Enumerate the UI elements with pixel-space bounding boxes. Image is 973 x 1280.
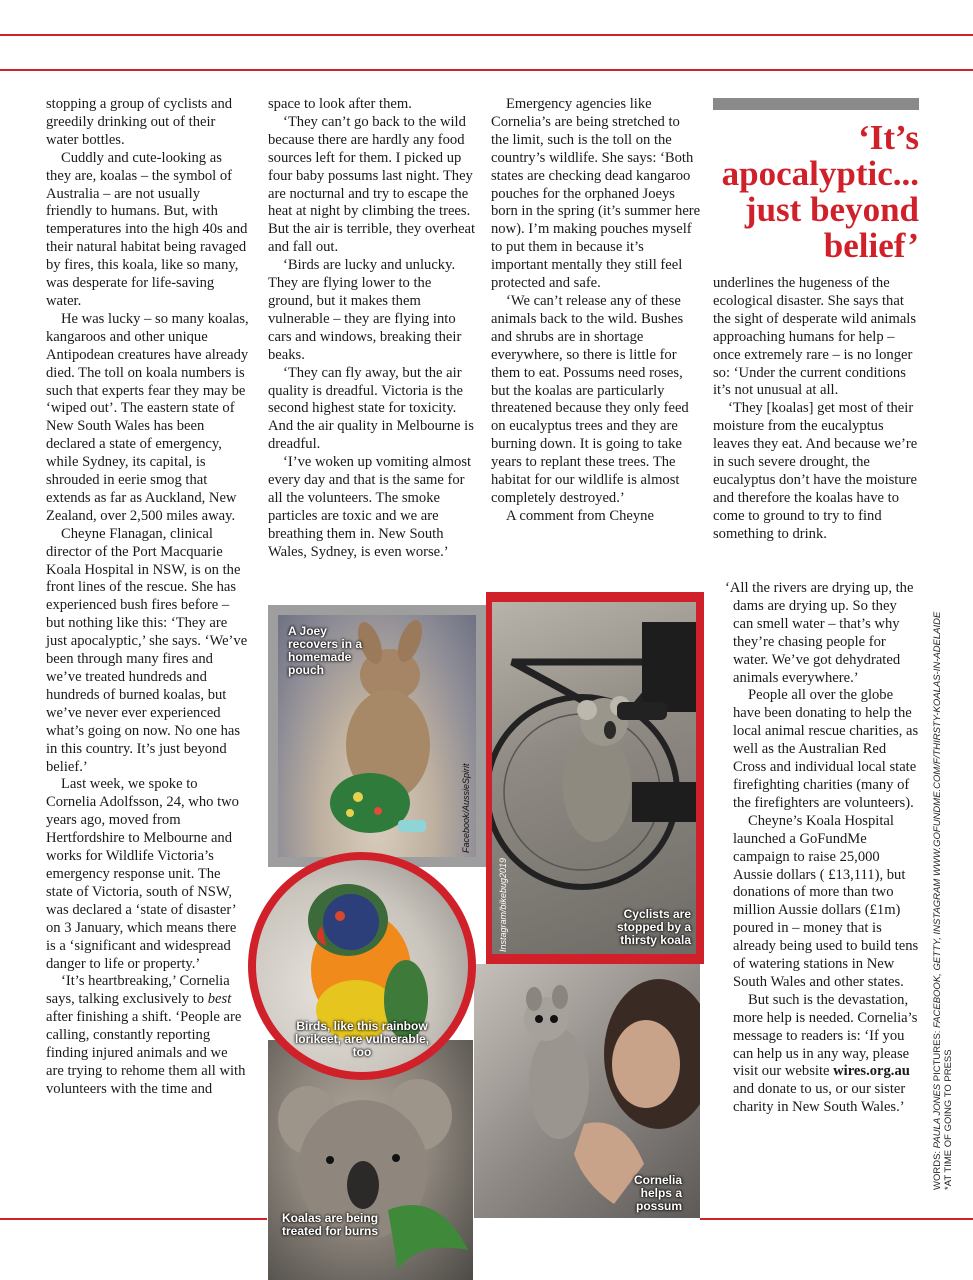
paragraph: ‘It’s heartbreaking,’ Cornelia says, talking exclusively to best after finishing a shift. ‘People are calling, constantly reporting finding injured animals and we are trying to rehome them all with volunteers with the time and [46,973,246,1097]
paragraph: underlines the hugeness of the ecological disaster. She says that the sight of desperate wild animals approaching humans for help – once extremely rare – is no longer so: ‘Under the current conditions it’s not unusual at all. [713,275,917,399]
paragraph: ‘They can fly away, but the air quality is dreadful. Victoria is the second highest state for toxicity. And the air quality in Melbourne is dreadful. [268,364,474,453]
article-column-4-mid [725,580,919,1117]
article-column-1 [46,96,249,1099]
paragraph: ‘I’ve woken up vomiting almost every day and that is the same for all the volunteers. The smoke particles are toxic and we are breathing them in. New South Wales, Sydney, is even worse.’ [268,454,472,560]
photo-credit-cyclists: Instagram/bikebug2019 [498,857,508,952]
paragraph: He was lucky – so many koalas, kangaroos and other unique Antipodean creatures have already died. The toll on koala numbers is such that experts fear they may be ‘wiped out’. The eastern state of New South Wales has been declared a state of emergency, while Sydney, its capital, is shrouded in eerie smog that extends as far as Auckland, New Zealand, over 2,500 miles away. [46,310,249,524]
page-credits-line-2: *AT TIME OF GOING TO PRESS [943,1049,954,1190]
photo-cyclists-image [492,602,696,954]
paragraph: stopping a group of cyclists and greedily drinking out of their water bottles. [46,96,233,148]
article-column-3 [491,96,701,526]
photo-bird [248,852,476,1080]
top-rule-1 [0,34,973,36]
paragraph: ‘All the rivers are drying up, the dams are drying up. So they can smell water – that’s why they’re chasing people for water. We’ve got dehydrated animals everywhere.’ [725,580,914,686]
photo-cyclists [486,592,704,964]
top-rule-2 [0,69,973,71]
caption-koala: Koalas are being treated for burns [282,1211,379,1238]
paragraph: ‘We can’t release any of these animals back to the wild. Bushes and shrubs are in shortage everywhere, so there is little for them to eat. Possums need roses, but the koalas are particularly threatened because they only feed on eucalyptus trees and they are burning down. It is going to take years to replant these trees. The habitat for our wildlife is almost completely destroyed.’ [491,292,689,506]
photo-credit-joey: Facebook/AussieSpirit [461,763,471,853]
paragraph: People all over the globe have been donating to help the local animal rescue charities, as well as the Australian Red Cross and individual local state firefighting charities (many of the firefighters are volunteers). [733,687,919,811]
photo-joey [268,605,486,867]
article-column-4-top [713,275,921,544]
paragraph: A comment from Cheyne [506,507,654,524]
caption-possum: Cornelia helps a possum [633,1173,682,1213]
paragraph: ‘Birds are lucky and unlucky. They are flying lower to the ground, but it makes them vulnerable – they are flying into cars and windows, breaking their beaks. [268,257,462,363]
website-link[interactable]: wires.org.au [833,1063,910,1080]
caption-joey: A Joey recovers in a homemade pouch [288,624,363,677]
page-credits-line-1: WORDS: PAULA JONES PICTURES: FACEBOOK, GETTY, INSTAGRAM WWW.GOFUNDME.COM/F/THIRSTY-KOALAS-IN-ADELAIDE [932,611,943,1190]
paragraph: Emergency agencies like Cornelia’s are being stretched to the limit, such is the toll on the country’s wildlife. She says: ‘Both states are checking dead kangaroo pouches for the orphaned Joeys born in the spring (it’s summer here now). I’m making pouches myself to put them in because it’s important mentally they still feel protected and safe. [491,96,701,292]
photo-possum [474,964,700,1218]
cyclist-koala-illustration [492,602,696,954]
pull-quote-headline: ‘It’s apocalyptic... just beyond belief’ [721,118,919,265]
paragraph: Cheyne Flanagan, clinical director of the Port Macquarie Koala Hospital in NSW, is on the front lines of the rescue. She has experienced bush fires before – but nothing like this: ‘They are just apocalyptic,’ she says. ‘We’ve been through many fires and we’ve treated hundreds and hundreds of burned koalas, but we’ve never ever experienced what’s going on now. No one has in this country. It’s just beyond belief.’ [46,525,248,775]
page-credits [932,612,954,1190]
paragraph: Cheyne’s Koala Hospital launched a GoFundMe campaign to raise 25,000 Aussie dollars ( £13,111), but donations of more than two million Aussie dollars (£1m) poured in – money that is already being used to build tens of watering stations in New South Wales and other states. [733,812,919,990]
article-column-2 [268,96,476,562]
paragraph: Cuddly and cute-looking as they are, koalas – the symbol of Australia – are not usually friendly to humans. But, with temperatures into the high 40s and their natural habitat being ravaged by fires, this koala, like so many, was desperate for life-saving water. [46,149,248,309]
paragraph: Last week, we spoke to Cornelia Adolfsson, 24, who two years ago, moved from Hertfordshire to Melbourne and works for Wildlife Victoria’s emergency response unit. The state of Victoria, south of NSW, was declared a ‘state of disaster’ on 3 January, which means there is a ‘significant and widespread danger to life or property.’ [46,776,239,972]
paragraph: space to look after them. [268,96,412,112]
bottom-rule-right [700,1218,973,1220]
paragraph: ‘They can’t go back to the wild because there are hardly any food sources left for them. I picked up four baby possums last night. They are nocturnal and try to escape the heat at night by climbing the trees. But the air is terrible, they overheat and fall out. [268,113,476,256]
paragraph: ‘They [koalas] get most of their moisture from the eucalyptus leaves they eat. And because we’re in such severe drought, the eucalyptus don’t have the moisture and therefore the koalas have to come to ground to try to find something to drink. [713,400,918,542]
paragraph: But such is the devastation, more help is needed. Cornelia’s message to readers is: ‘If you can help us in any way, please visit our website wires.org.au and donate to us, or our sister charity in New South Wales.’ [733,991,918,1116]
caption-cyclists: Cyclists are stopped by a thirsty koala [616,907,691,947]
bottom-rule-left [0,1218,267,1220]
caption-bird: Birds, like this rainbow lorikeet, are vulnerable, too [294,1019,430,1059]
headline-bar [713,98,919,110]
